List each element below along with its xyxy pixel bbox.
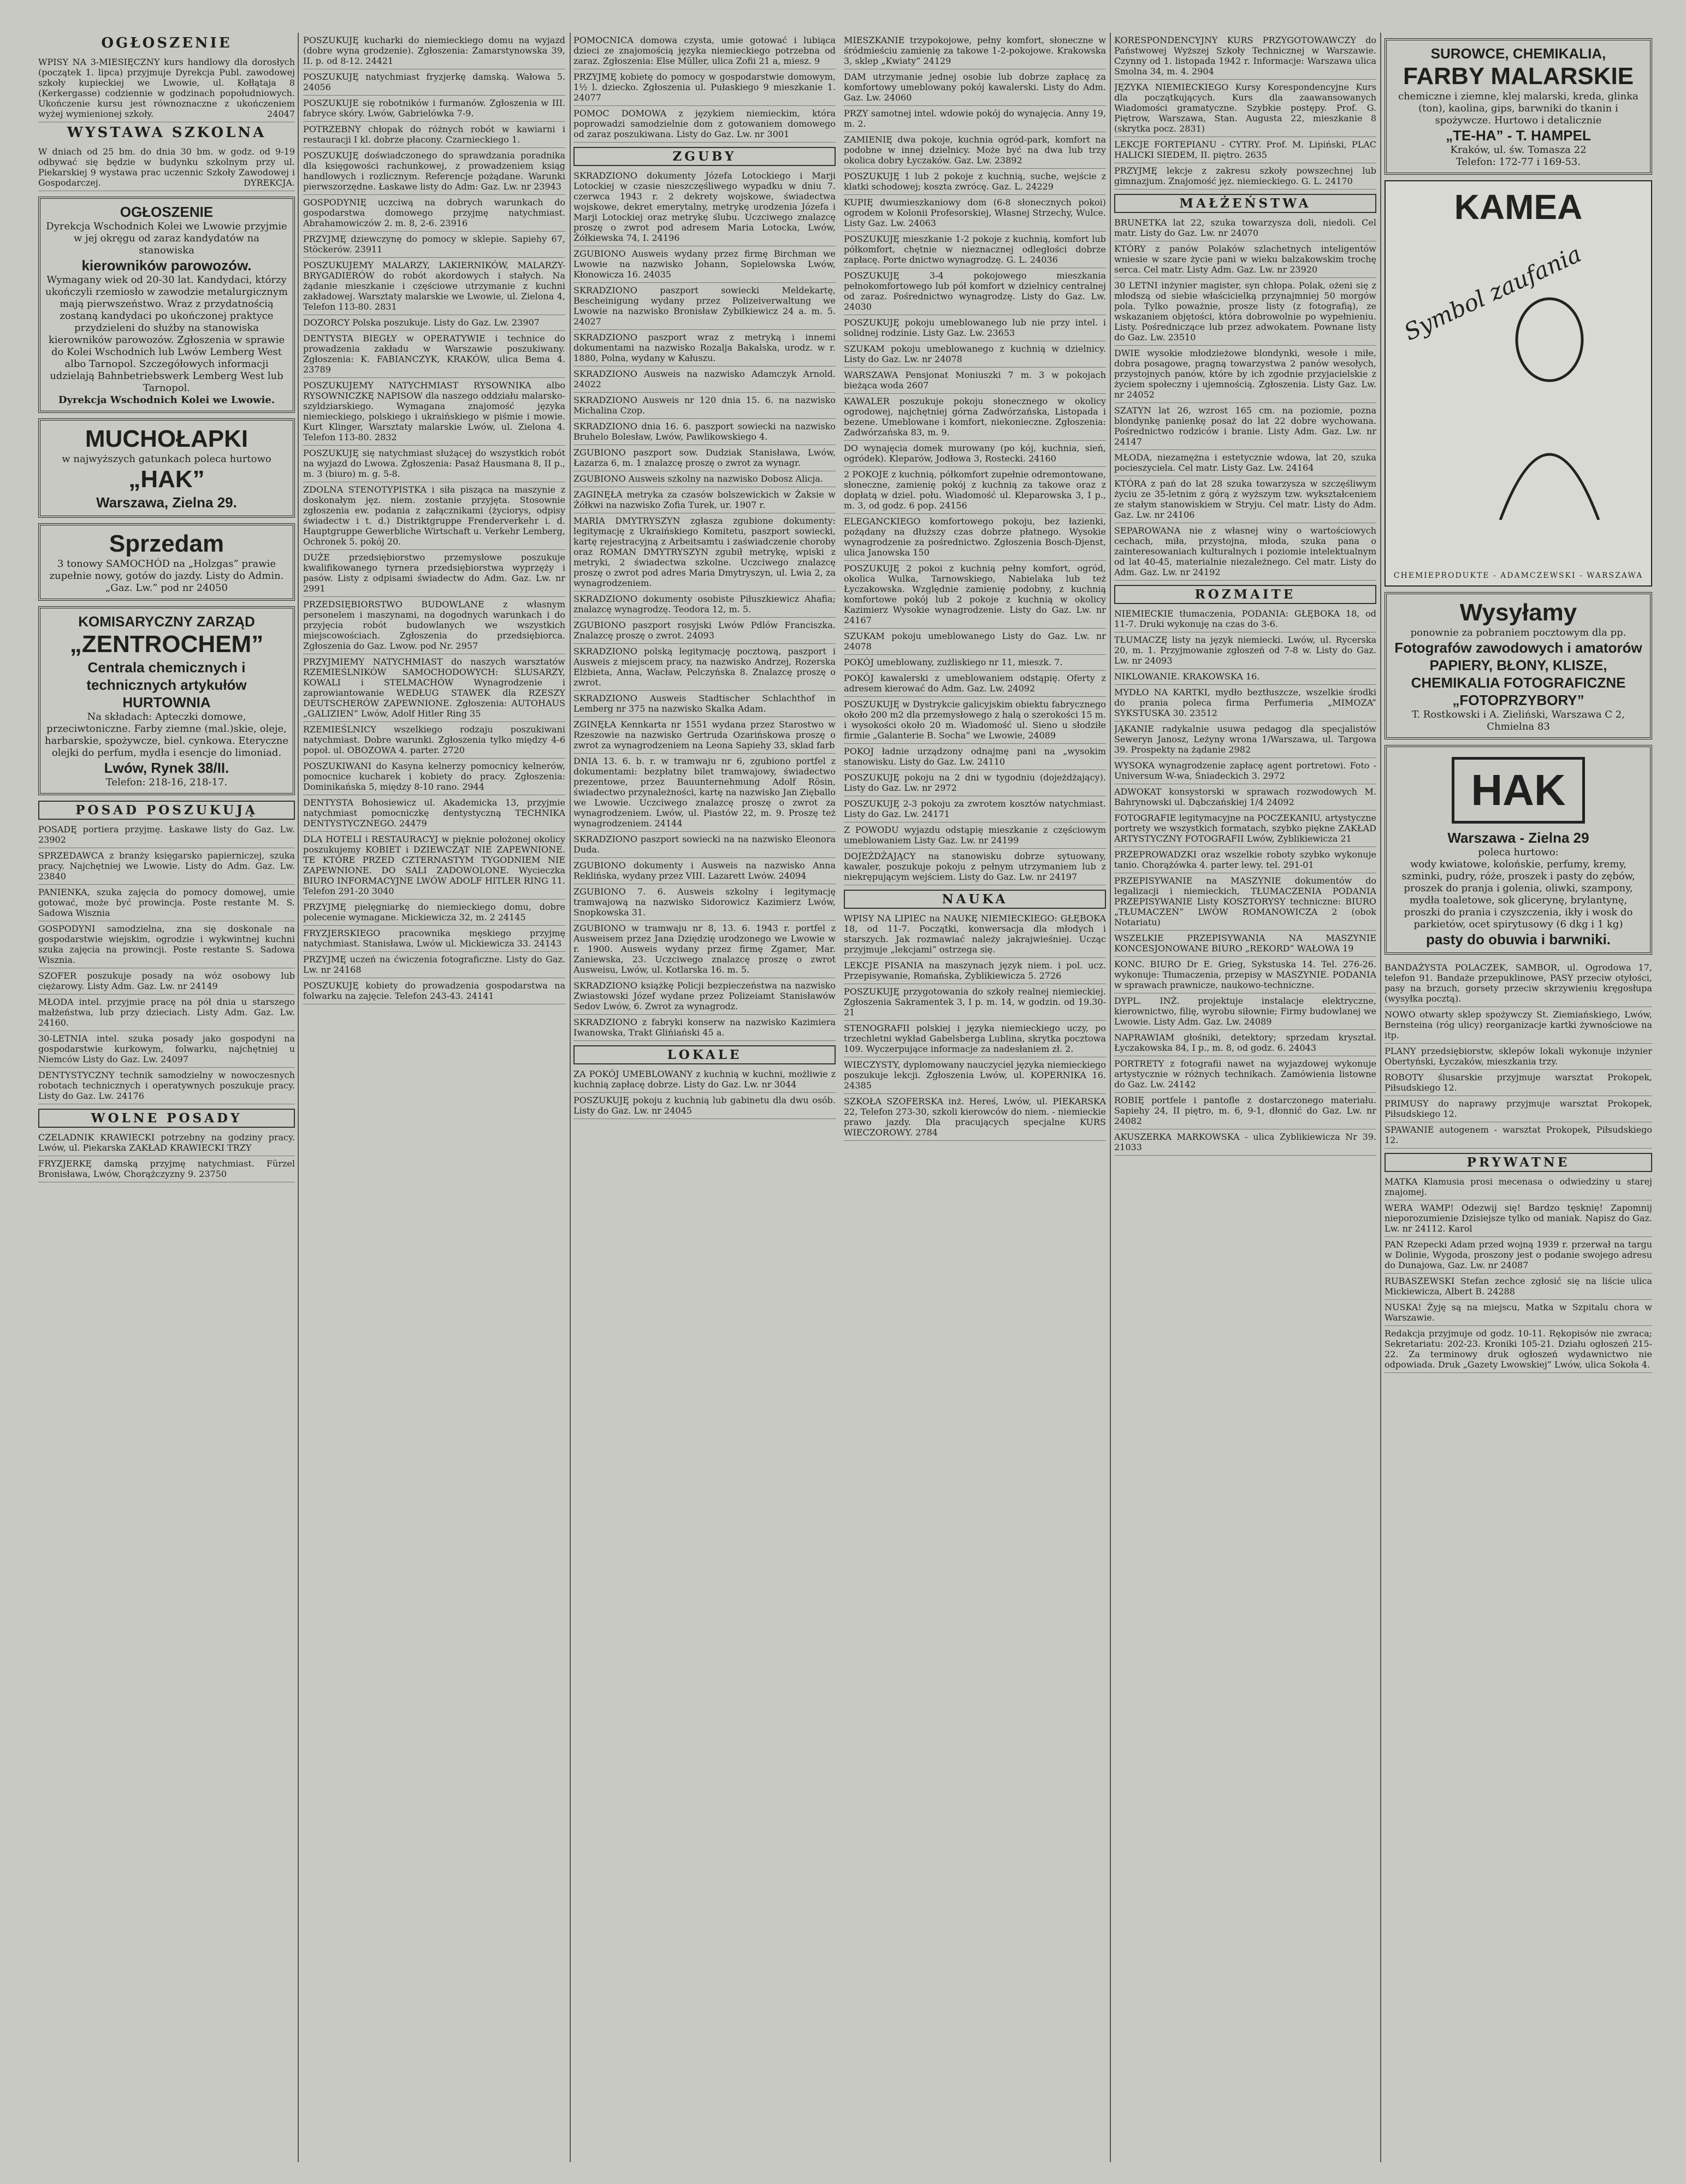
classified-ad: ZGUBIONO paszport rosyjski Lwów Pdlów Franciszka. Znalazcę proszę o zwrot. 24093 <box>573 618 836 644</box>
classified-ad: 2 POKOJE z kuchnią, półkomfort zupełnie odremontowane, słoneczne, zamienię pokój z kuchnią za takowe oraz z dopłatą w dziel. połu. Wiadomość ul. Kleparowska 3, I p., m. 3, od godz. 6 pop. 24156 <box>844 467 1106 514</box>
classified-ad: RUBASZEWSKI Stefan zechce zgłosić się na liście ulica Mickiewicza, Albert B. 24288 <box>1385 1274 1652 1300</box>
classified-ad: MATKA Klamusia prosi mecenasa o odwiedziny u starej znajomej. <box>1385 1174 1652 1200</box>
column-2 <box>303 33 565 2162</box>
column-1 <box>38 33 295 2162</box>
classified-ad: PRZYJMIEMY NATYCHMIAST do naszych warsztatów RZEMIEŚLNIKÓW SAMOCHODOWYCH: ŚLUSARZY, KOWALI i STELMACHÓW Wynagrodzenie i zaprowiantowanie WEDŁUG STAWEK dla RZESZY DEUTSCHERÓW ZAPEWNIONE. Zgłoszenia: AUTOHAUS „GALIZIEN” Lwów, Adolf Hitler Ring 35 <box>303 654 565 722</box>
woman-portrait-icon <box>1468 291 1631 520</box>
classified-ad: ELEGANCKIEGO komfortowego pokoju, bez łazienki, pożądany na dłuższy czas dobrze płatnego. Wysokie wynagrodzenie za pośrednictwo. Zgłoszenia Bosch-Djenst, ulica Janowska 150 <box>844 514 1106 561</box>
section-header: MAŁŻEŃSTWA <box>1114 194 1376 213</box>
classified-ad: PRZEPROWADZKI oraz wszelkie roboty szybko wykonuje tanio. Chorążówka 4. parter lewy. tel. 291-01 <box>1114 847 1376 873</box>
classified-ad: GOSPODYNI samodzielna, zna się doskonale na gospodarstwie wiejskim, ogrodzie i wykwintnej kuchni szuka zajęcia na prowincji. Poste restante S. Sadowa Wisznia. <box>38 921 295 968</box>
display-ad: Wysyłamy ponownie za pobraniem pocztowym dla pp. Fotografów zawodowych i amatorów PAPIERY, BŁONY, KLISZE, CHEMIKALIA FOTOGRAFICZNE „FOTOPRZYBORY” T. Rostkowski i A. Zieliński, Warszawa C 2, Chmielna 83 <box>1385 592 1652 739</box>
classified-ad: JĘZYKA NIEMIECKIEGO Kursy Korespondencyjne Kurs dla początkujących. Kurs dla zaawansowanych Wiadomości gramatyczne. Szybkie postępy. Prof. G. Piętrow, Warszawa, Stan. Augusta 22, mieszkanie 8 (skrytka pocz. 2831) <box>1114 80 1376 137</box>
classified-ad: WIECZYSTY, dyplomowany nauczyciel języka niemieckiego poszukuje lekcji. Zgłoszenia Lwów, ul. KOPERNIKA 16. 24385 <box>844 1057 1106 1094</box>
classified-ad: ZGINĘŁA Kennkarta nr 1551 wydana przez Starostwo w Rzeszowie na nazwisko Gertruda Ozarińskowa proszę o zwrot za wynagrodzeniem na Leona Sapiehy 33, sklad farb <box>573 717 836 754</box>
classified-ad: PANIENKA, szuka zajęcia do pomocy domowej, umie gotować, może być prowincja. Poste restante M. S. Sadowa Wisznia <box>38 885 295 921</box>
classified-ad: DOJEŻDŻAJĄCY na stanowisku dobrze sytuowany, kawaler, poszukuje pokoju z pełnym utrzymaniem lub z niekrępującym wejściem. Listy do Gaz. Lw. nr 24197 <box>844 849 1106 885</box>
classified-ad: PRZEDSIĘBIORSTWO BUDOWLANE z własnym personelem i maszynami, na dogodnych warunkach i do przyjęcia robót budowlanych we wszystkich miejscowościach. Zgłoszenia do przedsiębiorca. Zgłoszenia do Gaz. Lwow. pod Nr. 2957 <box>303 597 565 654</box>
classified-ad: POSZUKUJĘ kobiety do prowadzenia gospodarstwa na folwarku na zajęcie. Telefon 243-43. 24141 <box>303 978 565 1004</box>
classified-ad: KTÓRY z panów Polaków szlachetnych inteligentów wniesie w szare życie pani w wieku balzakowskim trochę serca. Cel matr. Listy Adm. Gaz. Lw. nr 23920 <box>1114 241 1376 278</box>
classified-ad: PRZY samotnej intel. wdowie pokój do wynajęcia. Anny 19, m. 2. <box>844 106 1106 132</box>
classified-ad: WERA WAMP! Odezwij się! Bardzo tęsknię! Zapomnij nieporozumienie Dzisiejsze tylko od maniak. Napisz do Gaz. Lw. nr 24112. Karol <box>1385 1200 1652 1237</box>
classified-ad: POKÓJ umeblowany, zużliskiego nr 11, mieszk. 7. <box>844 655 1106 671</box>
classified-ad: FOTOGRAFIE legitymacyjne na POCZEKANIU, artystyczne portrety we wszystkich formatach, szybko piękne ZAKŁAD ARTYSTYCZNY FOTOGRAFII Lwów, Zyblikiewicza 21 <box>1114 810 1376 847</box>
classified-ad: ZAMIENIĘ dwa pokoje, kuchnia ogród-park, komfort na podobne w innej dzielnicy. Może być na dwa lub trzy okolica dobry Łyczaków. Gaz. Lw. 23892 <box>844 132 1106 169</box>
classified-ad: SPAWANIE autogenem - warsztat Prokopek, Piłsudskiego 12. <box>1385 1122 1652 1149</box>
classified-ad: KONC. BIURO Dr E. Grieg, Sykstuska 14. Tel. 276-26. wykonuje: Tłumaczenia, przepisy w MASZYNIE. PODANIA w sprawach prawnicze, naukowo-techniczne. <box>1114 957 1376 993</box>
classified-ad: PRZEPISYWANIE na MASZYNIE dokumentów do legalizacji i niemieckich, TŁUMACZENIA PODANIA PRZEPISYWANIE Listy KOSZTORYSY techniczne: BIURO „TŁUMACZEŃ” LWÓW ROMANOWICZA 2 (obok Notariatu) <box>1114 873 1376 931</box>
classified-ad: STENOGRAFII polskiej i języka niemieckiego uczy, po trzechletni wykład Gabelsberga Lublina, skrytka pocztowa 109. Wyczerpujące informacje za nadesłaniem zł. 2. <box>844 1021 1106 1057</box>
classified-ad: NIKLOWANIE. KRAKOWSKA 16. <box>1114 669 1376 685</box>
classified-ad: NAPRAWIAM głośniki, detektory; sprzedam kryształ. Łyczakowska 84, I p., m. 8, od godz. 6. 24043 <box>1114 1030 1376 1056</box>
classified-ad: DUŻE przedsiębiorstwo przemysłowe poszukuje kwalifikowanego tyrnera przedsiębiorstwa wyprzęży i pasów. Listy z odpisami świadectw do Adm. Gaz. Lw. nr 2991 <box>303 550 565 597</box>
classified-ad: POKÓJ kawalerski z umeblowaniem odstąpię. Oferty z adresem kierować do Adm. Gaz. Lw. 24092 <box>844 671 1106 697</box>
classified-ad: POMOCNICA domowa czysta, umie gotować i lubiąca dzieci ze znajomością języka niemieckiego potrzebna od zaraz. Zgłoszenia: Else Müller, ulica Zofii 21 a, miesz. 9 <box>573 33 836 69</box>
column-4 <box>844 33 1106 2162</box>
classified-ad: ZA POKÓJ UMEBLOWANY z kuchnią w kuchni, możliwie z kuchnią zapłacę dobrze. Listy do Gaz. Lw. nr 3044 <box>573 1067 836 1093</box>
classified-ad: PRZYJMĘ dziewczynę do pomocy w sklepie. Sapiehy 67, Stöckerów. 23911 <box>303 232 565 258</box>
classified-ad: ZGUBIONO Ausweis szkolny na nazwisko Dobosz Alicja. <box>573 471 836 487</box>
classified-ad: TŁUMACZĘ listy na język niemiecki. Lwów, ul. Rycerska 20, m. 1. Przyjmowanie zgłoszeń od 7-8 w. Listy do Gaz. Lw. nr 24093 <box>1114 632 1376 669</box>
classified-ad: SKRADZIONO Ausweis na nazwisko Adamczyk Arnold. 24022 <box>573 366 836 393</box>
classified-ad: POSZUKUJĘ przygotowania do szkoły realnej niemieckiej. Zgłoszenia Sakramentek 3, I p. m. 14, w godzin. od 19.30-21 <box>844 984 1106 1021</box>
classified-ad: 30-LETNIA intel. szuka posady jako gospodyni na gospodarstwie kurkowym, folwarku, najchętniej u Niemców Listy do Gaz. Lw. 24097 <box>38 1031 295 1068</box>
classified-ad: POSZUKUJĘ natychmiast fryzjerkę damską. Wałowa 5. 24056 <box>303 69 565 96</box>
classified-ad: PLANY przedsiębiorstw, sklepów lokali wykonuje inżynier Obertyński, Łyczaków, mieszkania trzy. <box>1385 1044 1652 1070</box>
classified-ad: DENTYSTA BIEGŁY w OPERATYWIE i technice do prowadzenia zakładu w Warszawie poszukiwany. Zgłoszenia: K. FABIANCZYK, KRAKÓW, ulica Bema 4. 23789 <box>303 331 565 378</box>
classified-ad: SKRADZIONO polską legitymację pocztową, paszport i Ausweis z miejscem pracy, na nazwisko Andrzej, Rozerska Elżbieta, Anna, Wacław, Pelczyńska 8. Znalazcę proszę o zwrot. <box>573 644 836 691</box>
classified-ad: Z POWODU wyjazdu odstąpię mieszkanie z częściowym umeblowaniem Listy Gaz. Lw. nr 24199 <box>844 822 1106 849</box>
classified-ad: DENTYSTA Bohosiewicz ul. Akademicka 13, przyjmie natychmiast pomocniczkę dentystyczną TECHNIKA DENTYSTYCZNEGO. 24479 <box>303 795 565 832</box>
classified-ad: MYDŁO NA KARTKI, mydło beztłuszcze, wszelkie środki do prania poleca firma Perfumeria „MIMOZA” SYKSTUSKA 30. 23512 <box>1114 685 1376 721</box>
classified-ad: DWIE wysokie młodzieżowe blondynki, wesołe i miłe, dobra posagowe, pragną towarzystwa 2 panów wesołych, przystojnych panów, które by ich zgodnie przyjacielskie z życiem społeczny i ujemnością. Zgłoszenia. Listy Gaz. Lw. nr 24052 <box>1114 346 1376 403</box>
classified-ad: ZGUBIONO w tramwaju nr 8, 13. 6. 1943 r. portfel z Ausweisem przez Jana Dziędzię urodzonego we Lwowie w r. 1900. Ausweis wydany przez firmę Zgamer, Mar. Zaniewska, 23. Uczciwego znalazcę proszę o zwrot Ausweisu, Lwów, ul. Kotlarska 16. m. 5. <box>573 921 836 978</box>
classified-ad: KAWALER poszukuje pokoju słonecznego w okolicy ogrodowej, najchętniej górna Zadwórzańska, Listopada i bezene. Umeblowane i komfort, niekonieczne. Zgłoszenia: Zadwórzańska 83, m. 9. <box>844 394 1106 441</box>
classified-ad: SKRADZIONO paszport sowiecki Meldekartę, Bescheinigung wydany przez Polizeiverwaltung we Lwowie na nazwisko Bronisław Zybilkiewicz 24 a. m. 5. 24027 <box>573 283 836 330</box>
classified-ad: SZKOŁA SZOFERSKA inż. Hereś, Lwów, ul. PIEKARSKA 22, Telefon 273-30, szkoli kierowców do niem. - niemieckie prawo jazdy. Dla pracujących specjalne KURS WIECZOROWY. 2784 <box>844 1094 1106 1141</box>
classified-ad: ZGUBIONO dokumenty i Ausweis na nazwisko Anna Reklińska, wydany przez VIII. Lazarett Lwów. 24094 <box>573 858 836 884</box>
classified-ad: GOSPODYNIĘ uczciwą na dobrych warunkach do gospodarstwa domowego przyjmę natychmiast. Abrahamowiczów 2. m. 8, 2-6. 23916 <box>303 195 565 232</box>
column-5 <box>1114 33 1376 2162</box>
column-3 <box>573 33 836 2162</box>
classified-ad: MARIA DMYTRYSZYN zgłasza zgubione dokumenty: legitymację z Ukraińskiego Komitetu, paszport sowiecki, kartę rejestracyjną z Arbeitsamtu i zaświadczenie choroby oraz ROMAN DMYTRYSZYN zgubił metrykę, wpiski z metryki, 2 świadectwa szkolne. Uczciwego znalazcę proszę o zwrot pod adres Maria Dmytryszyn, ul. Lwia 2, za wynagrodzeniem. <box>573 513 836 591</box>
section-header: POSAD POSZUKUJĄ <box>38 801 295 820</box>
classified-ad: ZGUBIONO Ausweis wydany przez firmę Birchman we Lwowie na nazwisko Johann, Sopielowska Lwów, Kłonowicza 16. 24035 <box>573 246 836 283</box>
classified-ad: POMOC DOMOWA z językiem niemieckim, która poprowadzi samodzielnie dom z gotowaniem domowego od zaraz poszukiwana. Listy do Gaz. Lw. nr 3001 <box>573 106 836 143</box>
column-rule <box>298 33 299 2162</box>
classified-ad: KUPIĘ dwumieszkaniowy dom (6-8 słonecznych pokoi) ogrodem w Kolonii Profesorskiej, Własnej Strzechy, Wulce. Listy Gaz. Lw. 24063 <box>844 195 1106 232</box>
classified-ad: POSZUKUJĘ 2-3 pokoju za zwrotem kosztów natychmiast. Listy do Gaz. Lw. 24171 <box>844 796 1106 822</box>
display-ad: HAK Warszawa - Zielna 29 poleca hurtowo: wody kwiatowe, kolońskie, perfumy, kremy, szminki, pudry, róże, proszek i pasty do zębów, proszek do pranja i golenia, oliwki, szampony, mydła toaletowe, sok glicerynę, brylantynę, proszki do prania i czyszczenia, ikły i wosk do parkietów, ocet spirytusowy (6 dkg i 1 kg) pasty do obuwia i barwniki. <box>1385 745 1652 955</box>
classified-ad: SPRZEDAWCA z branży księgarsko papierniczej, szuka pracy. Najchętniej we Lwowie. Listy do Adm. Gaz. Lw. 23840 <box>38 848 295 885</box>
classified-ad: WPISY NA 3-MIESIĘCZNY kurs handlowy dla dorosłych (początek 1. lipca) przyjmuje Dyrekcja Publ. zawodowej szkoły kupieckiej we Lwowie, ul. Kołłątaja 8 (Kerkergasse) codziennie w godzinach popołudniowych. Ukończenie kursu jest równoznaczne z ukończeniem wyżej wymienionej szkoły. 24047 <box>38 55 295 122</box>
section-title: OGŁOSZENIE <box>101 35 232 51</box>
classified-ad: POSZUKUJĘ mieszkanie 1-2 pokoje z kuchnią, komfort lub półkomfort, chętnie w nieznacznej odległości dobrze zapłacę. Porte dnictwo wynagrodzę. G. L. 24036 <box>844 232 1106 268</box>
classified-ad: PAN Rzepecki Adam przed wojną 1939 r. przerwał na targu w Dolinie, Wygoda, proszony jest o podanie swojego adresu do Dunajowa, Gaz. Lw. nr 24087 <box>1385 1237 1652 1274</box>
classified-ad: ZGUBIONO paszport sow. Dudziak Stanisława, Lwów, Łazarza 6, m. 1 znalazcę proszę o zwrot za wynagr. <box>573 445 836 471</box>
classified-ad: DO wynajęcia domek murowany (po kój, kuchnia, sień, ogródek). Kleparów, Jodłowa 3, Rostecki. 24160 <box>844 441 1106 467</box>
classified-ad: MŁODA intel. przyjmie pracę na pół dnia u starszego małżeństwa, lub przy dzieciach. Listy Adm. Gaz. Lw. 24160. <box>38 995 295 1031</box>
classified-ad: LEKCJE PISANIA na maszynach język niem. i pol. ucz. Przepisywanie, Romańska, Zyblikiewicza 5. 2726 <box>844 958 1106 984</box>
classified-ad: SKRADZIONO Ausweis Stadtischer Schlachthof in Lemberg nr 375 na nazwisko Skalka Adam. <box>573 691 836 717</box>
classified-ad: SEPAROWANA nie z własnej winy o wartościowych cechach, miła, przystojna, młoda, szuka pana o zainteresowaniach kulturalnych i poziomie intelektualnym od lat 40-45, materialnie niezależnego. Cel matr. Listy do Adm. Gaz. Lw. nr 24192 <box>1114 523 1376 581</box>
classified-ad: ROBIĘ portfele i pantofle z dostarczonego materiału. Sapiehy 24, II piętro, m. 6, 9-1, dłonnić do Gaz. Lw. nr 24082 <box>1114 1093 1376 1129</box>
section-header: NAUKA <box>844 890 1106 909</box>
classified-ad: POSZUKUJEMY MALARZY, LAKIERNIKÓW, MALARZY-BRYGADIERÓW do robót akordowych i stałych. Na żądanie mieszkanie i częściowe utrzymanie z kuchni zakładowej. Warsztaty malarskie we Lwowie, ul. Zielona 4, Telefon 113-80. 2831 <box>303 258 565 315</box>
classified-ad: POSZUKUJĘ pokoju z kuchnią lub gabinetu dla dwu osób. Listy do Gaz. Lw. nr 24045 <box>573 1093 836 1119</box>
classified-ad: PRIMUSY do naprawy przyjmuje warsztat Prokopek, Piłsudskiego 12. <box>1385 1096 1652 1122</box>
classified-ad: POTRZEBNY chłopak do różnych robót w kawiarni i restauracji I kl. dobrze płacony. Czarnieckiego 1. <box>303 122 565 148</box>
hak-logo: HAK <box>1452 757 1584 824</box>
section-header: ROZMAITE <box>1114 585 1376 604</box>
classified-ad: POSZUKUJĘ pokoju umeblowanego lub nie przy intel. i solidnej rodzinie. Listy Gaz. Lw. 23653 <box>844 315 1106 341</box>
classified-ad: FRYZJERKĘ damską przyjmę natychmiast. Fürzel Bronisława, Lwów, Chorążczyzny 9. 23750 <box>38 1156 295 1182</box>
classified-ad: POSZUKUJĘ doświadczonego do sprawdzania poradnika dla księgowości rachunkowej, z prowadzeniem ksiąg handlowych i rozlicznym. Referencje pożądane. Warunki pierwszorzędne. Łaskawe listy do Adm: Gaz. Lw. nr 23943 <box>303 148 565 195</box>
classified-ad: POSZUKUJĘ się natychmiast służącej do wszystkich robót na wyjazd do Lwowa. Zgłoszenia: Pasaż Hausmana 8, II p., m. 3 (biuro) m. g. 5-8. <box>303 446 565 482</box>
classified-ad: SKRADZIONO dokumenty Józefa Lotockiego i Marji Lotockiej w czasie nieszczęśliwego wypadku w dniu 7. czerwca 1943 r. 2 dekrety wojskowe, świadectwa wojskowe, dekret emerytalny, metrykę urodzenia Józefa i Marji Lotockiej oraz metrykę ślubu. Uczciwego znalazcę proszę o zwrot pod adresem Maria Lotocka, Lwów, Żółkiewska 74, I. 24196 <box>573 168 836 246</box>
classified-ad: ROBOTY ślusarskie przyjmuje warsztat Prokopek, Piłsudskiego 12. <box>1385 1070 1652 1096</box>
column-rule <box>1380 33 1381 2162</box>
classified-ad: SZUKAM pokoju umeblowanego Listy do Gaz. Lw. nr 24078 <box>844 629 1106 655</box>
section-header: LOKALE <box>573 1045 836 1064</box>
classified-ad: SKRADZIONO paszport sowiecki na na nazwisko Eleonora Duda. <box>573 832 836 858</box>
classified-ad: KTÓRA z pań do lat 28 szuka towarzysza w szczęśliwym życiu ze 35-letnim z górą z wyższym tzw. wykształceniem ze stałym stanowiskiem w Stryju. Cel matr. Listy do Adm. Gaz. Lw. nr 24106 <box>1114 476 1376 523</box>
classified-ad: ZGUBIONO 7. 6. Ausweis szkolny i legitymację tramwajową na nazwisko Sidorowicz Kazimierz Lwów, Snopkowska 31. <box>573 884 836 921</box>
classified-ad: AKUSZERKA MARKOWSKA - ulica Zyblikiewicza Nr 39. 21033 <box>1114 1129 1376 1156</box>
classified-ad: 30 LETNI inżynier magister, syn chłopa. Polak, ożeni się z młodszą od siebie właścicielką przynajmniej 50 morgów pola. Tylko poważnie, prosze listy (z fotografią), ze wskazaniem objętości, która dobrowolnie po wypełnieniu. Listy. Pośredniczące lub przez adwokatem. Pownane listy do Gaz. Lw. 23510 <box>1114 278 1376 346</box>
classified-ad: KORESPONDENCYJNY KURS PRZYGOTOWAWCZY do Państwowej Wyższej Szkoły Technicznej w Warszawie. Czynny od 1. listopada 1942 r. Informacje: Warszawa ulica Smolna 34, m. 4. 2904 <box>1114 33 1376 80</box>
classified-ad: BRUNETKA lat 22, szuka towarzysza doli, niedoli. Cel matr. Listy do Gaz. Lw. nr 24070 <box>1114 215 1376 241</box>
display-ad: MUCHOŁAPKI w najwyższych gatunkach poleca hurtowo „HAK” Warszawa, Zielna 29. <box>38 418 295 518</box>
classified-ad: PORTRETY z fotografii nawet na wyjazdowej wykonuje artystycznie w różnych technikach. Zamówienia listowne do Gaz. Lw. 24142 <box>1114 1056 1376 1093</box>
classified-ad: SKRADZIONO dokumenty osobiste Piłuszkiewicz Ahafia; znalazcę wynagrodzę. Teodora 12, m. 5. <box>573 591 836 618</box>
classified-ad: MIESZKANIE trzypokojowe, pełny komfort, słoneczne w śródmieściu zamienię za takowe 1-2-pokojowe. Krakowska 3, sklep „Kwiaty” 24129 <box>844 33 1106 69</box>
section-header: PRYWATNE <box>1385 1153 1652 1172</box>
column-rule <box>570 33 571 2162</box>
classified-ad: LEKCJE FORTEPIANU - CYTRY. Prof. M. Lipiński, PLAC HALICKI SIEDEM, II. piętro. 2635 <box>1114 137 1376 163</box>
classified-ad: PRZYJMĘ kobietę do pomocy w gospodarstwie domowym, 1½ l. dziecko. Zgłoszenia ul. Pułaskiego 9 mieszkanie 1. 24077 <box>573 69 836 106</box>
classified-ad: CZELADNIK KRAWIECKI potrzebny na godziny pracy. Lwów, ul. Piekarska ZAKŁAD KRAWIECKI TRZY <box>38 1130 295 1156</box>
classified-ad: DLA HOTELI i RESTAURACYJ w pięknie położonej okolicy poszukujemy KOBIET i DZIEWCZĄT NIE ZAPEWNIONE. TE KTÓRE PRZED CZTERNASTYM TYGODNIEM NIE ZAPEWNIONE. DO SALI ZADOWOLONE. Wycieczka BIURO INFORMACYJNE LWÓW ADOLF HITLER RING 11. Telefon 291-20 3040 <box>303 832 565 899</box>
section-title: WYSTAWA SZKOLNA <box>67 125 267 141</box>
classified-ad: POSZUKUJE się robotników i furmanów. Zgłoszenia w III. fabryce skóry. Lwów, Gabrielówka 7-9. <box>303 96 565 122</box>
classified-ad: WSZELKIE PRZEPISYWANIA NA MASZYNIE KONCESJONOWANE BIURO „REKORD” WAŁOWA 19 <box>1114 931 1376 957</box>
classified-ad: SKRADZIONO z fabryki konserw na nazwisko Kazimiera Iwanowska, Trakt Glińiański 45 a. <box>573 1015 836 1041</box>
classified-ad: ZAGINĘŁA metryka za czasów bolszewickich w Żaksie w Żółkwi na nazwisko Zofia Turek, ur. 1907 r. <box>573 487 836 513</box>
classified-ad: POSZUKUJĘ w Dystrykcie galicyjskim obiektu fabrycznego około 200 m2 dla przemysłowego z halą o szerokości 15 m. i wysokości około 20 m. Wiadomość ul. Sieno u słodziłe firmie „Galanterie B. Socha” we Lwowie, 24089 <box>844 697 1106 744</box>
classified-ad: SKRADZIONO paszport wraz z metryką i innemi dokumentami na nazwisko Rozalja Bakalska, urodz. w r. 1880, Polna, wydany w Kałuszu. <box>573 330 836 366</box>
section-header: WOLNE POSADY <box>38 1109 295 1128</box>
classified-ad: MŁODA, niezamężna i estetycznie wdowa, lat 20, szuka pocieszyciela. Cel matr. Listy Gaz. Lw. 24164 <box>1114 450 1376 476</box>
classified-ad: POSZUKUJĘ 2 pokoi z kuchnią pełny komfort, ogród, okolica Wulka, Tarnowskiego, Nabielaka lub też Łyczakowska. Względnie zamienię podobny, z kuchnią komfortowe pokój lub 2 pokoje z kuchnią w okolicy Kazimierz Wysokie wynagrodzenie. Listy do Gaz. Lw. nr 24167 <box>844 561 1106 629</box>
classified-ad: Redakcja przyjmuje od godz. 10-11. Rękopisów nie zwraca; Sekretariatu: 202-23. Kroniki 105-21. Działu ogłoszeń 215-22. Za terminowy druk ogłoszeń wydawnictwo nie odpowiada. Druk „Gazety Lwowskiej” Lwów, ulica Sokoła 4. <box>1385 1326 1652 1373</box>
column-rule <box>1110 33 1111 2162</box>
classified-ad: SZUKAM pokoju umeblowanego z kuchnią w dzielnicy. Listy do Gaz. Lw. nr 24078 <box>844 341 1106 368</box>
classified-ad: DNIA 13. 6. b. r. w tramwaju nr 6, zgubiono portfel z dokumentami: bezpłatny bilet tramwajowy, świadectwo prezentowe, przez Bauunternehmung Adolf Rösin, świadectwo przynależności, kartę na nazwisko Jan Zięballo we Lwowie. Uczciwego znalazcę proszę o zwrot za wynagrodzeniem. Lwów, ul. Piastów 22, m. 9. Proszę też wynagrodzeniem. 24144 <box>573 754 836 832</box>
classified-ad: PRZYJMĘ lekcje z zakresu szkoły powszechnej lub gimnazjum. Znajomość jęz. niemieckiego. G. L. 24170 <box>1114 163 1376 190</box>
classified-ad: POSZUKUJEMY NATYCHMIAST RYSOWNIKA albo RYSOWNICZKĘ NAPISOW dla naszego oddziału malarsko-szyldziarskiego. Wymagana znajomość języka niemieckiego, polskiego i ukraińskiego w piśmie i mowie. Kurt Klinger, Warsztaty malarskie Lwów, ul. Zielona 4. Telefon 113-80. 2832 <box>303 378 565 446</box>
classified-ad: SZATYN lat 26, wzrost 165 cm. na poziomie, pozna blondynkę panienkę posaż do lat 22 dobre wychowana. Pośrednictwo rodziców i branie. Listy Adm. Gaz. Lw. nr 24147 <box>1114 403 1376 450</box>
classified-ad: SKRADZIONO dnia 16. 6. paszport sowiecki na nazwisko Bruhelo Bolesław, Lwów, Pawlikowskiego 4. <box>573 419 836 445</box>
classified-ad: ZDOLNA STENOTYPISTKA i siła pisząca na maszynie z doskonałym jęz. niem. zostanie przyjęta. Stosownie zgłoszenia ew. podania z załącznikami (życiorys, odpisy świadectw i t. d.) Distriktgruppe Frenderverkehr i. d. Hauptgruppe Gewerbliche Wirtschaft u. Verkehr Lemberg, Ochronek 5. pokój 20. <box>303 482 565 550</box>
classified-ad: RZEMIEŚLNICY wszelkiego rodzaju poszukiwani natychmiast. Dobre warunki. Zgłoszenia tylko między 4-6 popoł. ul. OBOZOWA 4. parter. 2720 <box>303 722 565 759</box>
classified-ad: DAM utrzymanie jednej osobie lub dobrze zapłacę za komfortowy umeblowany pokój kawalerski. Listy do Adm. Gaz. Lw. 24060 <box>844 69 1106 106</box>
classified-ad: SKRADZIONO Ausweis nr 120 dnia 15. 6. na nazwisko Michalina Czop. <box>573 393 836 419</box>
classified-ad: DYPL. INŻ. projektuje instalacje elektryczne, kierownictwo, filię, wyrobu siłownie; Firmy budowlanej we Lwowie. Listy Adm. Gaz. Lw. 24089 <box>1114 993 1376 1030</box>
classified-ad: POSZUKUJĘ 3-4 pokojowego mieszkania pełnokomfortowego lub pół komfort w dzielnicy centralnej od zaraz. Pośrednictwo wynagrodzę. Listy do Gaz. Lw. 24030 <box>844 268 1106 315</box>
classified-ad: SKRADZIONO książkę Policji bezpieczeństwa na nazwisko Zwiastowski Józef wydane przez Polizeiamt Stanisławów Sedov Lwów, 6. Zwrot za wynagrodz. <box>573 978 836 1015</box>
display-ad: OGŁOSZENIE Dyrekcja Wschodnich Kolei we Lwowie przyjmie w jej okręgu od zaraz kandydatów na stanowiska kierowników parowozów. Wymagany wiek od 20-30 lat. Kandydaci, którzy ukończyli rzemiosło w zawodzie metalurgicznym mają pierwszeństwo. Wraz z przydatnością zostaną kandydaci po ukończonej praktyce przydzieleni do służby na stanowiska kierowników parowozów. Zgłoszenia w sprawie do Kolei Wschodnich lub Lwów Lemberg West albo Tarnopol. Szczegółowych informacji udzielają Bahnbetriebswerk Lemberg West lub Tarnopol. Dyrekcja Wschodnich Kolei we Lwowie. <box>38 197 295 413</box>
classified-ad: DENTYSTYCZNY technik samodzielny w nowoczesnych robotach technicznych i operatywnych poszukuje pracy. Listy do Gaz. Lw. 24176 <box>38 1068 295 1104</box>
display-ad: Sprzedam 3 tonowy SAMOCHÓD na „Holzgas” prawie zupełnie nowy, gotów do jazdy. Listy do Admin. „Gaz. Lw.” pod nr 24050 <box>38 523 295 601</box>
classified-ad: WYSOKA wynagrodzenie zapłacę agent portretowi. Foto - Universum W-wa, Śniadeckich 3. 2972 <box>1114 758 1376 784</box>
column-6 <box>1385 33 1652 2162</box>
classified-ad: NIEMIECKIE tłumaczenia, PODANIA: GŁĘBOKA 18, od 11-7. Druki wykonuję na czas do 3-6. <box>1114 606 1376 632</box>
classified-ad: PRZYJMĘ pielęgniarkę do niemieckiego domu, dobre polecenie wymagane. Mickiewicza 32, m. 2 24145 <box>303 899 565 926</box>
classified-ad: JĄKANIE radykalnie usuwa pedagog dla specjalistów Seweryn Janosz, Leżyny wrona 1/Warszawa, ul. Targowa 39. Prospekty na żądanie 2982 <box>1114 721 1376 758</box>
kamea-illustration-ad: KAMEA Symbol zaufania CHEMIEPRODUKTE - ADAMCZEWSKI - WARSZAWA <box>1385 180 1652 587</box>
classified-ad: SZOFER poszukuje posady na wóz osobowy lub ciężarowy. Listy Adm. Gaz. Lw. nr 24149 <box>38 968 295 995</box>
classified-ad: NUSKA! Żyję są na miejscu, Matka w Szpitalu chora w Warszawie. <box>1385 1300 1652 1326</box>
classified-ad: PRZYJMĘ uczeń na ćwiczenia fotograficzne. Listy do Gaz. Lw. nr 24168 <box>303 952 565 978</box>
classified-ad: POSZUKIWANI do Kasyna kelnerzy pomocnicy kelnerów, pomocnice kucharek i kobiety do pracy. Zgłoszenia: Dominikańska 5, między 8-10 rano. 2944 <box>303 759 565 795</box>
classified-ad: POSZUKUJĘ 1 lub 2 pokoje z kuchnią, suche, wejście z klatki schodowej; koszta zwrócę. Gaz. L. 24229 <box>844 169 1106 195</box>
display-ad: SUROWCE, CHEMIKALIA, FARBY MALARSKIE chemiczne i ziemne, klej malarski, kreda, glinka (ton), kaolina, gips, barwniki do tkanin i spożywcze. Hurtowo i detalicznie „TE-HA” - T. HAMPEL Kraków, ul. św. Tomasza 22 Telefon: 172-77 i 169-53. <box>1385 38 1652 175</box>
classified-ad: POKOJ ładnie urządzony odnajmę pani na „wysokim stanowisku. Listy do Gaz. Lw. 24110 <box>844 744 1106 770</box>
display-ad: KOMISARYCZNY ZARZĄD „ZENTROCHEM” Centrala chemicznych i technicznych artykułów HURTOWNIA Na składach: Apteczki domowe, przeciwtoniczne. Farby ziemne (mal.)skie, oleje, harbarskie, spożywcze, biel. cynkowa. Eteryczne olejki do perfum, mydła i esencje do limoniad. Lwów, Rynek 38/II. Telefon: 218-16, 218-17. <box>38 606 295 795</box>
classified-ad: POSZUKUJĘ kucharki do niemieckiego domu na wyjazd (dobre wyna grodzenie). Zgłoszenia: Zamarstynowska 39, II. p. od 8-12. 24421 <box>303 33 565 69</box>
classified-ad: BANDAŻYSTA POLACZEK, SAMBOR, ul. Ogrodowa 17, telefon 91. Bandaże przepuklinowe, PASY przeciw otyłości, pasy na brzuch, gorsety przeciw skrzywieniu kręgosłupa (wysyłka pocztą). <box>1385 960 1652 1007</box>
classified-ad: POSADĘ portiera przyjmę. Łaskawe listy do Gaz. Lw. 23902 <box>38 822 295 848</box>
classified-ad: DOZORCY Polska poszukuje. Listy do Gaz. Lw. 23907 <box>303 315 565 331</box>
classified-ad: WARSZAWA Pensjonat Moniuszki 7 m. 3 w pokojach bieżąca woda 2607 <box>844 368 1106 394</box>
classified-ad: W dniach od 25 bm. do dnia 30 bm. w godz. od 9-19 odbywać się będzie w budynku szkolnym przy ul. Piekarskiej 9 wystawa prac uczennic Szkoły Zawodowej i Gospodarczej. DYREKCJA. <box>38 144 295 191</box>
classified-ad: FRYZJERSKIEGO pracownika męskiego przyjmę natychmiast. Stanisława, Lwów ul. Mickiewicza 33. 24143 <box>303 926 565 952</box>
classified-ad: NOWO otwarty sklep spożywczy St. Ziemiańskiego, Lwów, Bernsteina (róg ulicy) reorganizacje kartki żywnościowe na itp. <box>1385 1007 1652 1044</box>
classified-ad: WPISY NA LIPIEC na NAUKĘ NIEMIECKIEGO: GŁĘBOKA 18, od 11-7. Początki, konwersacja dla młodych i starszych. Jak rozmawiać należy jakrajwieśniej. Ucząc przyjmuje „lekcjami” ostrzega się. <box>844 911 1106 958</box>
classified-ad: ADWOKAT konsystorski w sprawach rozwodowych M. Bahrynowski ul. Dąbczańskiej 1/4 24092 <box>1114 784 1376 810</box>
classified-ad: POSZUKUJĘ pokoju na 2 dni w tygodniu (dojeżdżający). Listy do Gaz. Lw. nr 2972 <box>844 770 1106 796</box>
section-header: ZGUBY <box>573 147 836 166</box>
